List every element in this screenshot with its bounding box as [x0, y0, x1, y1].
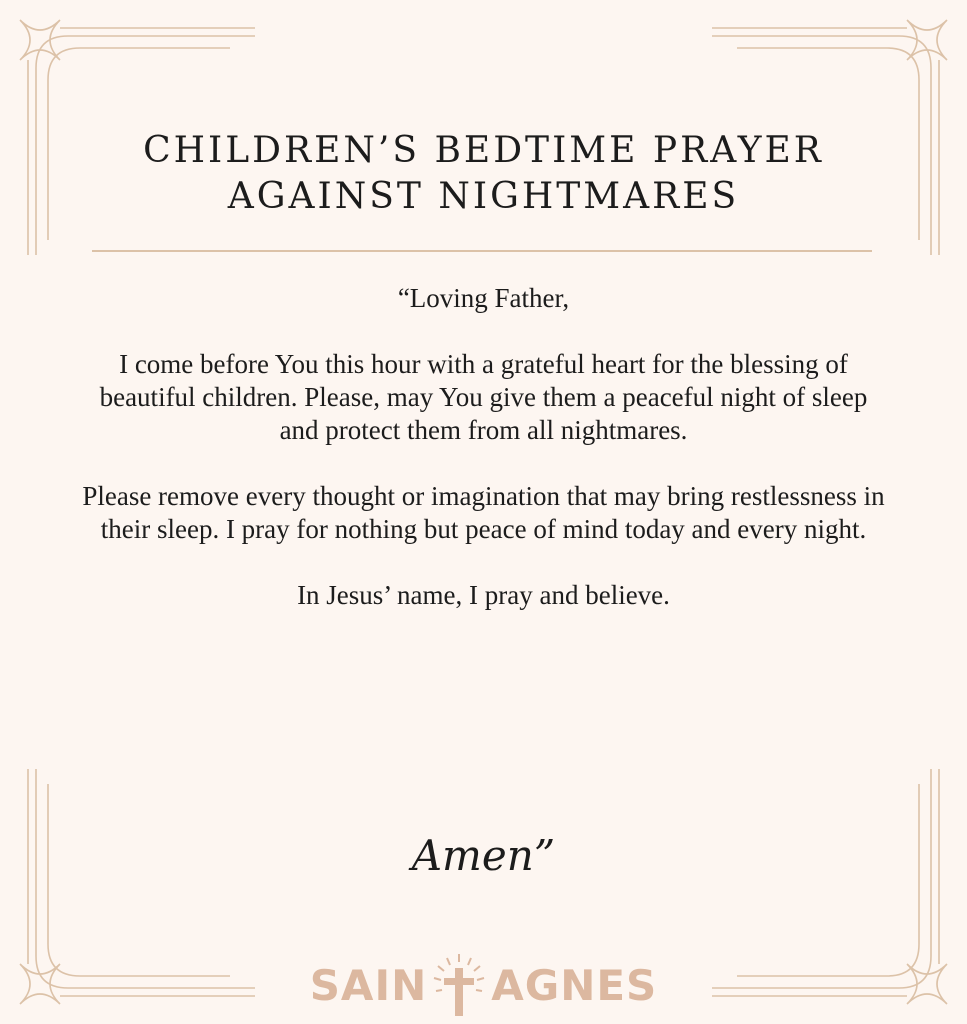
title-line-1: CHILDREN’S BEDTIME PRAYER: [143, 130, 824, 171]
logo-text-left: SAIN: [309, 960, 428, 1010]
saint-agnes-logo: [0, 950, 967, 1020]
title-divider: [92, 250, 872, 252]
title-line-2: AGAINST NIGHTMARES: [227, 176, 740, 217]
prayer-salutation: “Loving Father,: [397, 283, 570, 313]
prayer-body: [80, 282, 887, 645]
prayer-amen: Amen”: [411, 831, 556, 880]
prayer-closing: In Jesus’ name, I pray and believe.: [297, 580, 670, 610]
page-title: [0, 128, 967, 220]
cross-icon: [431, 950, 487, 1020]
prayer-paragraph-1: I come before You this hour with a grateful heart for the blessing of beautiful children. Please, may You give them a peaceful night of sleep and protect them from all nightmares.: [99, 349, 868, 445]
prayer-paragraph-2: Please remove every thought or imagination that may bring restlessness in their sleep. I pray for nothing but peace of mind today and every night.: [82, 481, 885, 544]
logo-text-right: AGNES: [491, 960, 658, 1010]
